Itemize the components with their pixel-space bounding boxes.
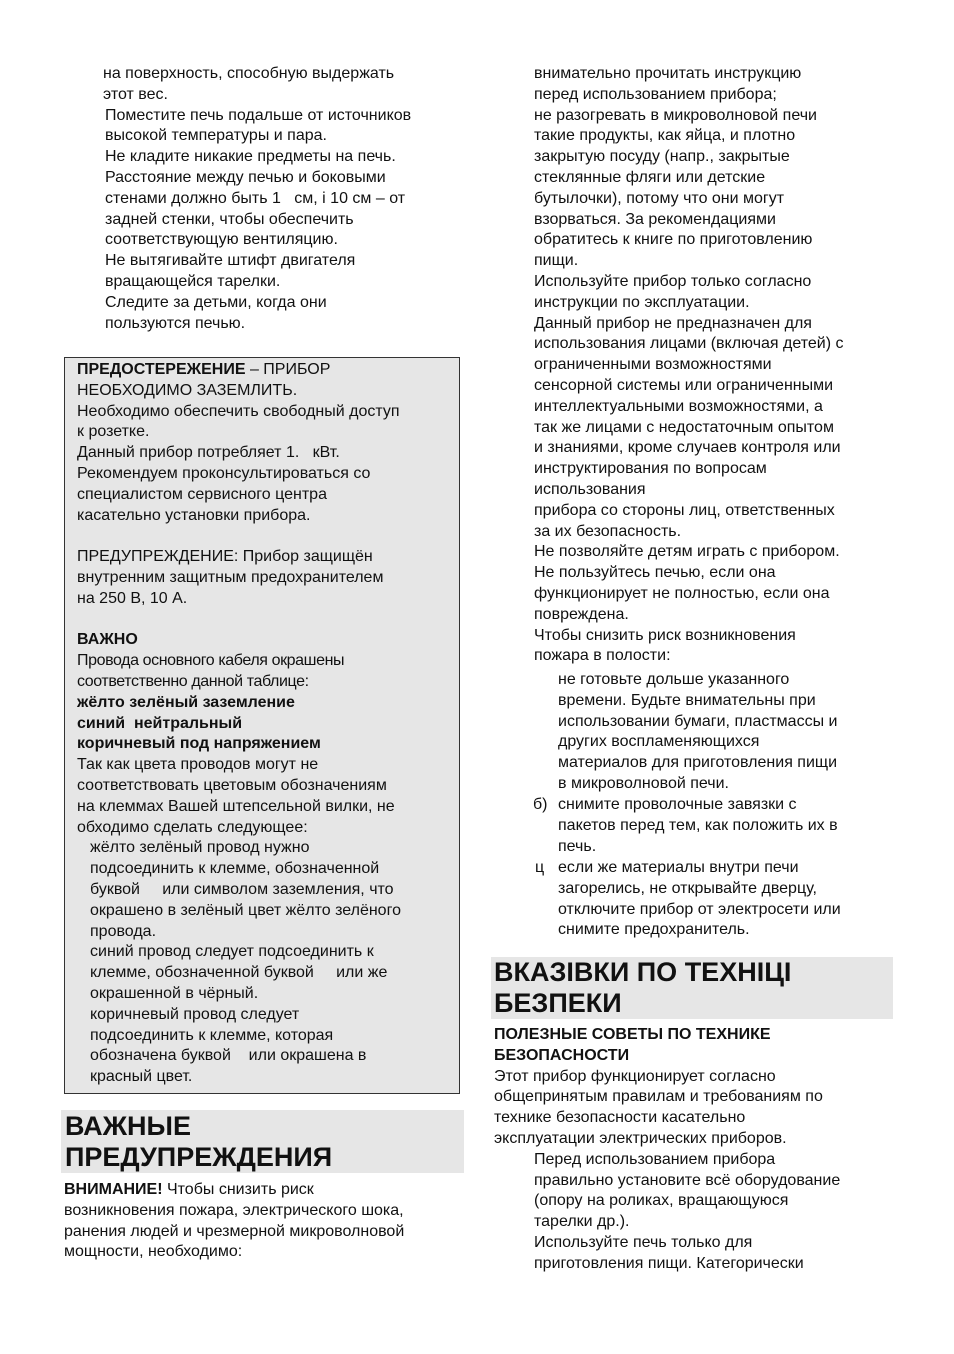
warning-rest: – ПРИБОР (245, 361, 331, 378)
safety-title: БЕЗОПАСНОСТИ (494, 1046, 630, 1064)
text-line: правильно установите всё оборудование (534, 1171, 841, 1189)
text-line: соответствовать цветовым обозначениям (77, 776, 387, 794)
text-line: соответственно данной таблице: (77, 672, 309, 690)
text-line: использования (534, 480, 646, 498)
text-line: прибора со стороны лиц, ответственных (534, 501, 835, 519)
text-line: такие продукты, как яйца, и плотно (534, 127, 796, 145)
text-line: снимите предохранитель. (558, 921, 750, 939)
text-line: функционирует не полностью, если она (534, 584, 830, 602)
text-line: Поместите печь подальше от источников (105, 106, 412, 124)
text-line: пищи. (534, 252, 579, 270)
text-line: Так как цвета проводов могут не (77, 756, 319, 774)
text-line: пользуются печью. (105, 314, 246, 332)
text-line: загорелись, не открывайте дверцу, (558, 879, 817, 897)
text-line: провода. (90, 922, 157, 940)
wire-table-row: жёлто зелёный заземление (77, 693, 295, 711)
text-line: Расстояние между печью и боковыми (105, 168, 386, 186)
text-line: Перед использованием прибора (534, 1150, 776, 1168)
text-line: Чтобы снизить риск возникновения (534, 626, 796, 644)
text-line: материалов для приготовления пищи (558, 754, 837, 772)
text-line: Этот прибор функционирует согласно (494, 1067, 776, 1085)
text-line: на клеммах Вашей штепсельной вилки, не (77, 797, 395, 815)
text-line: использования лицами (включая детей) с (534, 335, 844, 353)
text-line: (опору на роликах, вращающуюся (534, 1192, 789, 1210)
heading-line: ПРЕДУПРЕЖДЕНИЯ (65, 1142, 333, 1172)
text-line: синий провод следует подсоединить к (90, 943, 374, 961)
text-line: перед использованием прибора; (534, 85, 777, 103)
attention-label: ВНИМАНИЕ! (64, 1181, 163, 1198)
text-line: приготовления пищи. Категорически (534, 1254, 804, 1272)
text-line: ПРЕДУПРЕЖДЕНИЕ: Прибор защищён (77, 548, 373, 566)
fire-item-b (558, 795, 838, 857)
fire-item-c (558, 858, 841, 941)
text-line: задней стенки, чтобы обеспечить (105, 210, 354, 228)
section-heading-safety (491, 957, 893, 1019)
text-line: обходимо сделать следующее: (77, 818, 308, 836)
heading-line: ВКАЗІВКИ ПО ТЕХНІЦІ (494, 957, 792, 987)
text-line: клемме, обозначенной буквой или же (90, 964, 388, 982)
text-line: Провода основного кабеля окрашены (77, 652, 345, 670)
text-line: Не вытягивайте штифт двигателя (105, 252, 356, 270)
text-line: не готовьте дольше указанного (558, 671, 790, 688)
wire-table-row: синий нейтральный (77, 714, 243, 732)
text-line: технике безопасности касательно (494, 1109, 746, 1127)
attention-line (64, 1180, 404, 1201)
text-line: стеклянные фляги или детские (534, 168, 766, 186)
text-line: снимите проволочные завязки с (558, 796, 797, 813)
text-line: обозначена буквой или окрашена в (90, 1047, 367, 1065)
attention-first: Чтобы снизить риск (162, 1181, 314, 1198)
text-line: обратитесь к книге по приготовлению (534, 231, 813, 249)
text-line: отключите прибор от электросети или (558, 900, 841, 918)
text-line: Рекомендуем проконсультироваться со (77, 464, 371, 482)
text-line: бутылочки), потому что они могут (534, 189, 785, 207)
text-line: Данный прибор не предназначен для (534, 314, 812, 332)
text-line: этот вес. (103, 85, 168, 103)
text-line: окрашенной в чёрный. (90, 984, 259, 1002)
text-line: высокой температуры и пара. (105, 127, 327, 145)
text-line: общепринятым правилам и требованиям по (494, 1088, 823, 1106)
text-line: Следите за детьми, когда они (105, 293, 327, 311)
text-line: не разогревать в микроволновой печи (534, 106, 817, 124)
text-line: и знаниями, кроме случаев контроля или (534, 439, 841, 457)
text-line: повреждена. (534, 605, 629, 623)
text-line: внутренним защитным предохранителем (77, 568, 384, 586)
text-line: эксплуатации электрических приборов. (494, 1129, 787, 1147)
text-line: инструкции по эксплуатации. (534, 293, 750, 311)
text-line: сенсорной системы или ограниченными (534, 376, 834, 394)
list-marker: б) (533, 796, 548, 813)
text-line: коричневый провод следует (90, 1005, 300, 1023)
safety-title: ПОЛЕЗНЫЕ СОВЕТЫ ПО ТЕХНИКЕ (494, 1026, 771, 1043)
text-line: печь. (558, 837, 597, 855)
text-line: других воспламеняющихся (558, 733, 760, 751)
text-line: Используйте печь только для (534, 1233, 753, 1251)
fire-item-a (558, 670, 837, 795)
text-line: Не кладите никакие предметы на печь. (105, 148, 396, 166)
text-line: жёлто зелёный провод нужно (90, 839, 310, 857)
text-line: времени. Будьте внимательны при (558, 691, 816, 709)
text-line: Данный прибор потребляет 1. кВт. (77, 444, 340, 462)
heading-line: ВАЖНЫЕ (65, 1111, 191, 1141)
warning-label: ПРЕДОСТЕРЕЖЕНИЕ (77, 361, 246, 378)
text-line: специалистом сервисного центра (77, 485, 327, 503)
safety-text (494, 1025, 840, 1275)
text-line: НЕОБХОДИМО ЗАЗЕМЛИТЬ. (77, 381, 298, 399)
text-line: ранения людей и чрезмерной микроволновой (64, 1222, 405, 1240)
text-line: за их безопасность. (534, 522, 682, 540)
section-heading-important-warnings (61, 1110, 464, 1173)
text-line: буквой или символом заземления, что (90, 880, 394, 898)
text-line: возникновения пожара, электрического шока, (64, 1201, 404, 1219)
text-line: вращающейся тарелки. (105, 272, 281, 290)
left-top-text (103, 64, 411, 334)
text-line: внимательно прочитать инструкцию (534, 65, 802, 82)
text-line: так же лицами с недостаточным опытом (534, 418, 834, 436)
text-line: ограниченными возможностями (534, 356, 772, 374)
wire-table-row: коричневый под напряжением (77, 735, 321, 753)
text-line: использовании бумаги, пластмассы и (558, 712, 838, 730)
text-line: подсоединить к клемме, обозначенной (90, 860, 380, 878)
text-line: окрашено в зелёный цвет жёлто зелёного (90, 901, 401, 919)
text-line: в микроволновой печи. (558, 774, 729, 792)
text-line: на поверхность, способную выдержать (103, 65, 395, 82)
text-line: соответствующую вентиляцию. (105, 231, 338, 249)
text-line: инструктирования по вопросам (534, 460, 767, 478)
text-line: на 250 В, 10 А. (77, 589, 188, 607)
text-line: стенами должно быть 1 см, і 10 см – от (105, 189, 406, 207)
text-line: подсоединить к клемме, которая (90, 1026, 334, 1044)
text-line: красный цвет. (90, 1068, 193, 1086)
warning-box-text (77, 360, 401, 1088)
attention-text (64, 1180, 404, 1263)
warning-line (77, 360, 401, 381)
text-line: интеллектуальными возможностями, а (534, 397, 823, 415)
text-line: мощности, необходимо: (64, 1243, 243, 1261)
text-line: пакетов перед тем, как положить их в (558, 816, 838, 834)
text-line: взорваться. За рекомендациями (534, 210, 776, 228)
text-line: Необходимо обеспечить свободный доступ (77, 402, 400, 420)
text-line: Не пользуйтесь печью, если она (534, 564, 776, 582)
right-top-text (534, 64, 844, 667)
text-line: тарелки др.). (534, 1213, 630, 1231)
text-line: если же материалы внутри печи (558, 859, 799, 876)
text-line: пожара в полости: (534, 647, 671, 665)
text-line: к розетке. (77, 423, 150, 441)
list-marker: ц (535, 859, 545, 876)
heading-line: БЕЗПЕКИ (494, 988, 622, 1018)
text-line: Не позволяйте детям играть с прибором. (534, 543, 840, 561)
text-line: касательно установки прибора. (77, 506, 311, 524)
text-line: закрытую посуду (напр., закрытые (534, 148, 790, 166)
text-line: Используйте прибор только согласно (534, 272, 812, 290)
important-title: ВАЖНО (77, 631, 138, 649)
